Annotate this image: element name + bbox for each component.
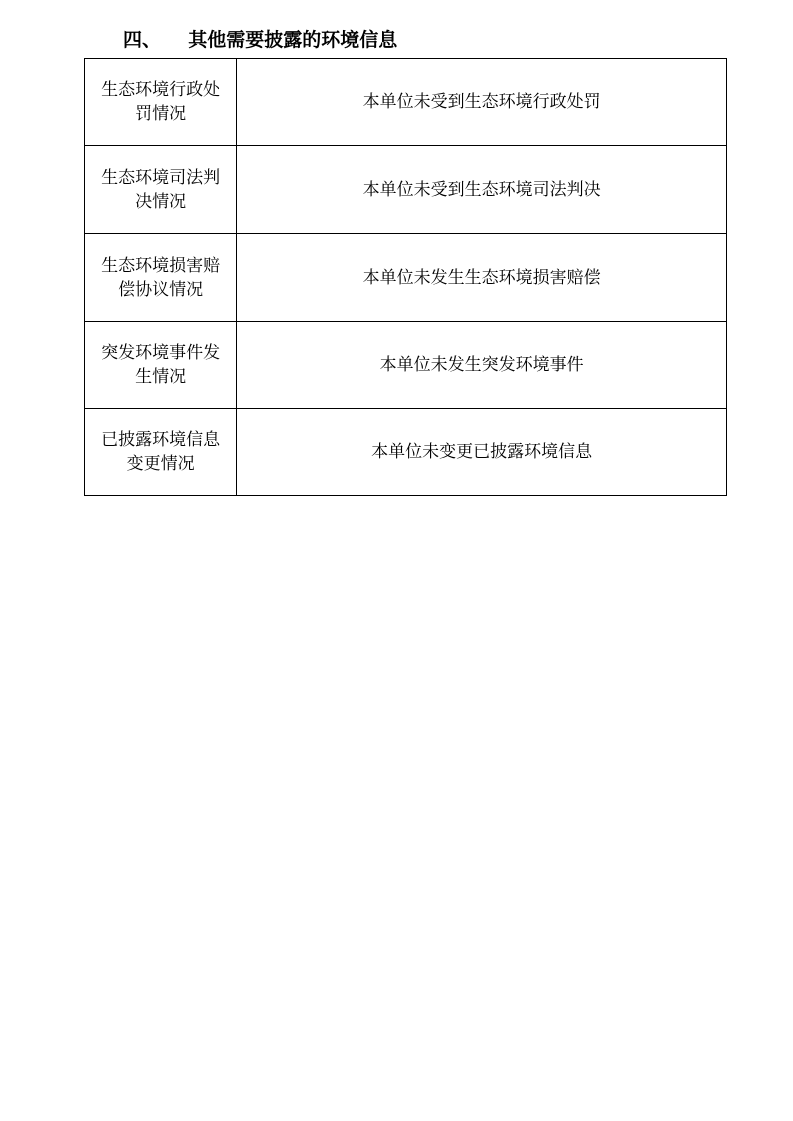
row-value-cell: 本单位未发生生态环境损害赔偿 <box>237 234 727 322</box>
row-value-cell: 本单位未变更已披露环境信息 <box>237 409 727 496</box>
section-number: 四、 <box>123 29 162 51</box>
row-value-cell: 本单位未受到生态环境司法判决 <box>237 146 727 234</box>
row-label-cell: 突发环境事件发生情况 <box>85 322 237 409</box>
row-value-cell: 本单位未发生突发环境事件 <box>237 322 727 409</box>
section-title: 其他需要披露的环境信息 <box>188 29 398 51</box>
row-label-cell: 生态环境行政处罚情况 <box>85 59 237 146</box>
row-value-cell: 本单位未受到生态环境行政处罚 <box>237 59 727 146</box>
table-row <box>85 234 727 322</box>
table-row <box>85 322 727 409</box>
row-label-cell: 生态环境司法判决情况 <box>85 146 237 234</box>
environmental-info-table <box>84 58 727 496</box>
row-label-cell: 生态环境损害赔偿协议情况 <box>85 234 237 322</box>
table-row <box>85 409 727 496</box>
table-row <box>85 146 727 234</box>
section-heading <box>123 26 397 54</box>
table-row <box>85 59 727 146</box>
row-label-cell: 已披露环境信息变更情况 <box>85 409 237 496</box>
